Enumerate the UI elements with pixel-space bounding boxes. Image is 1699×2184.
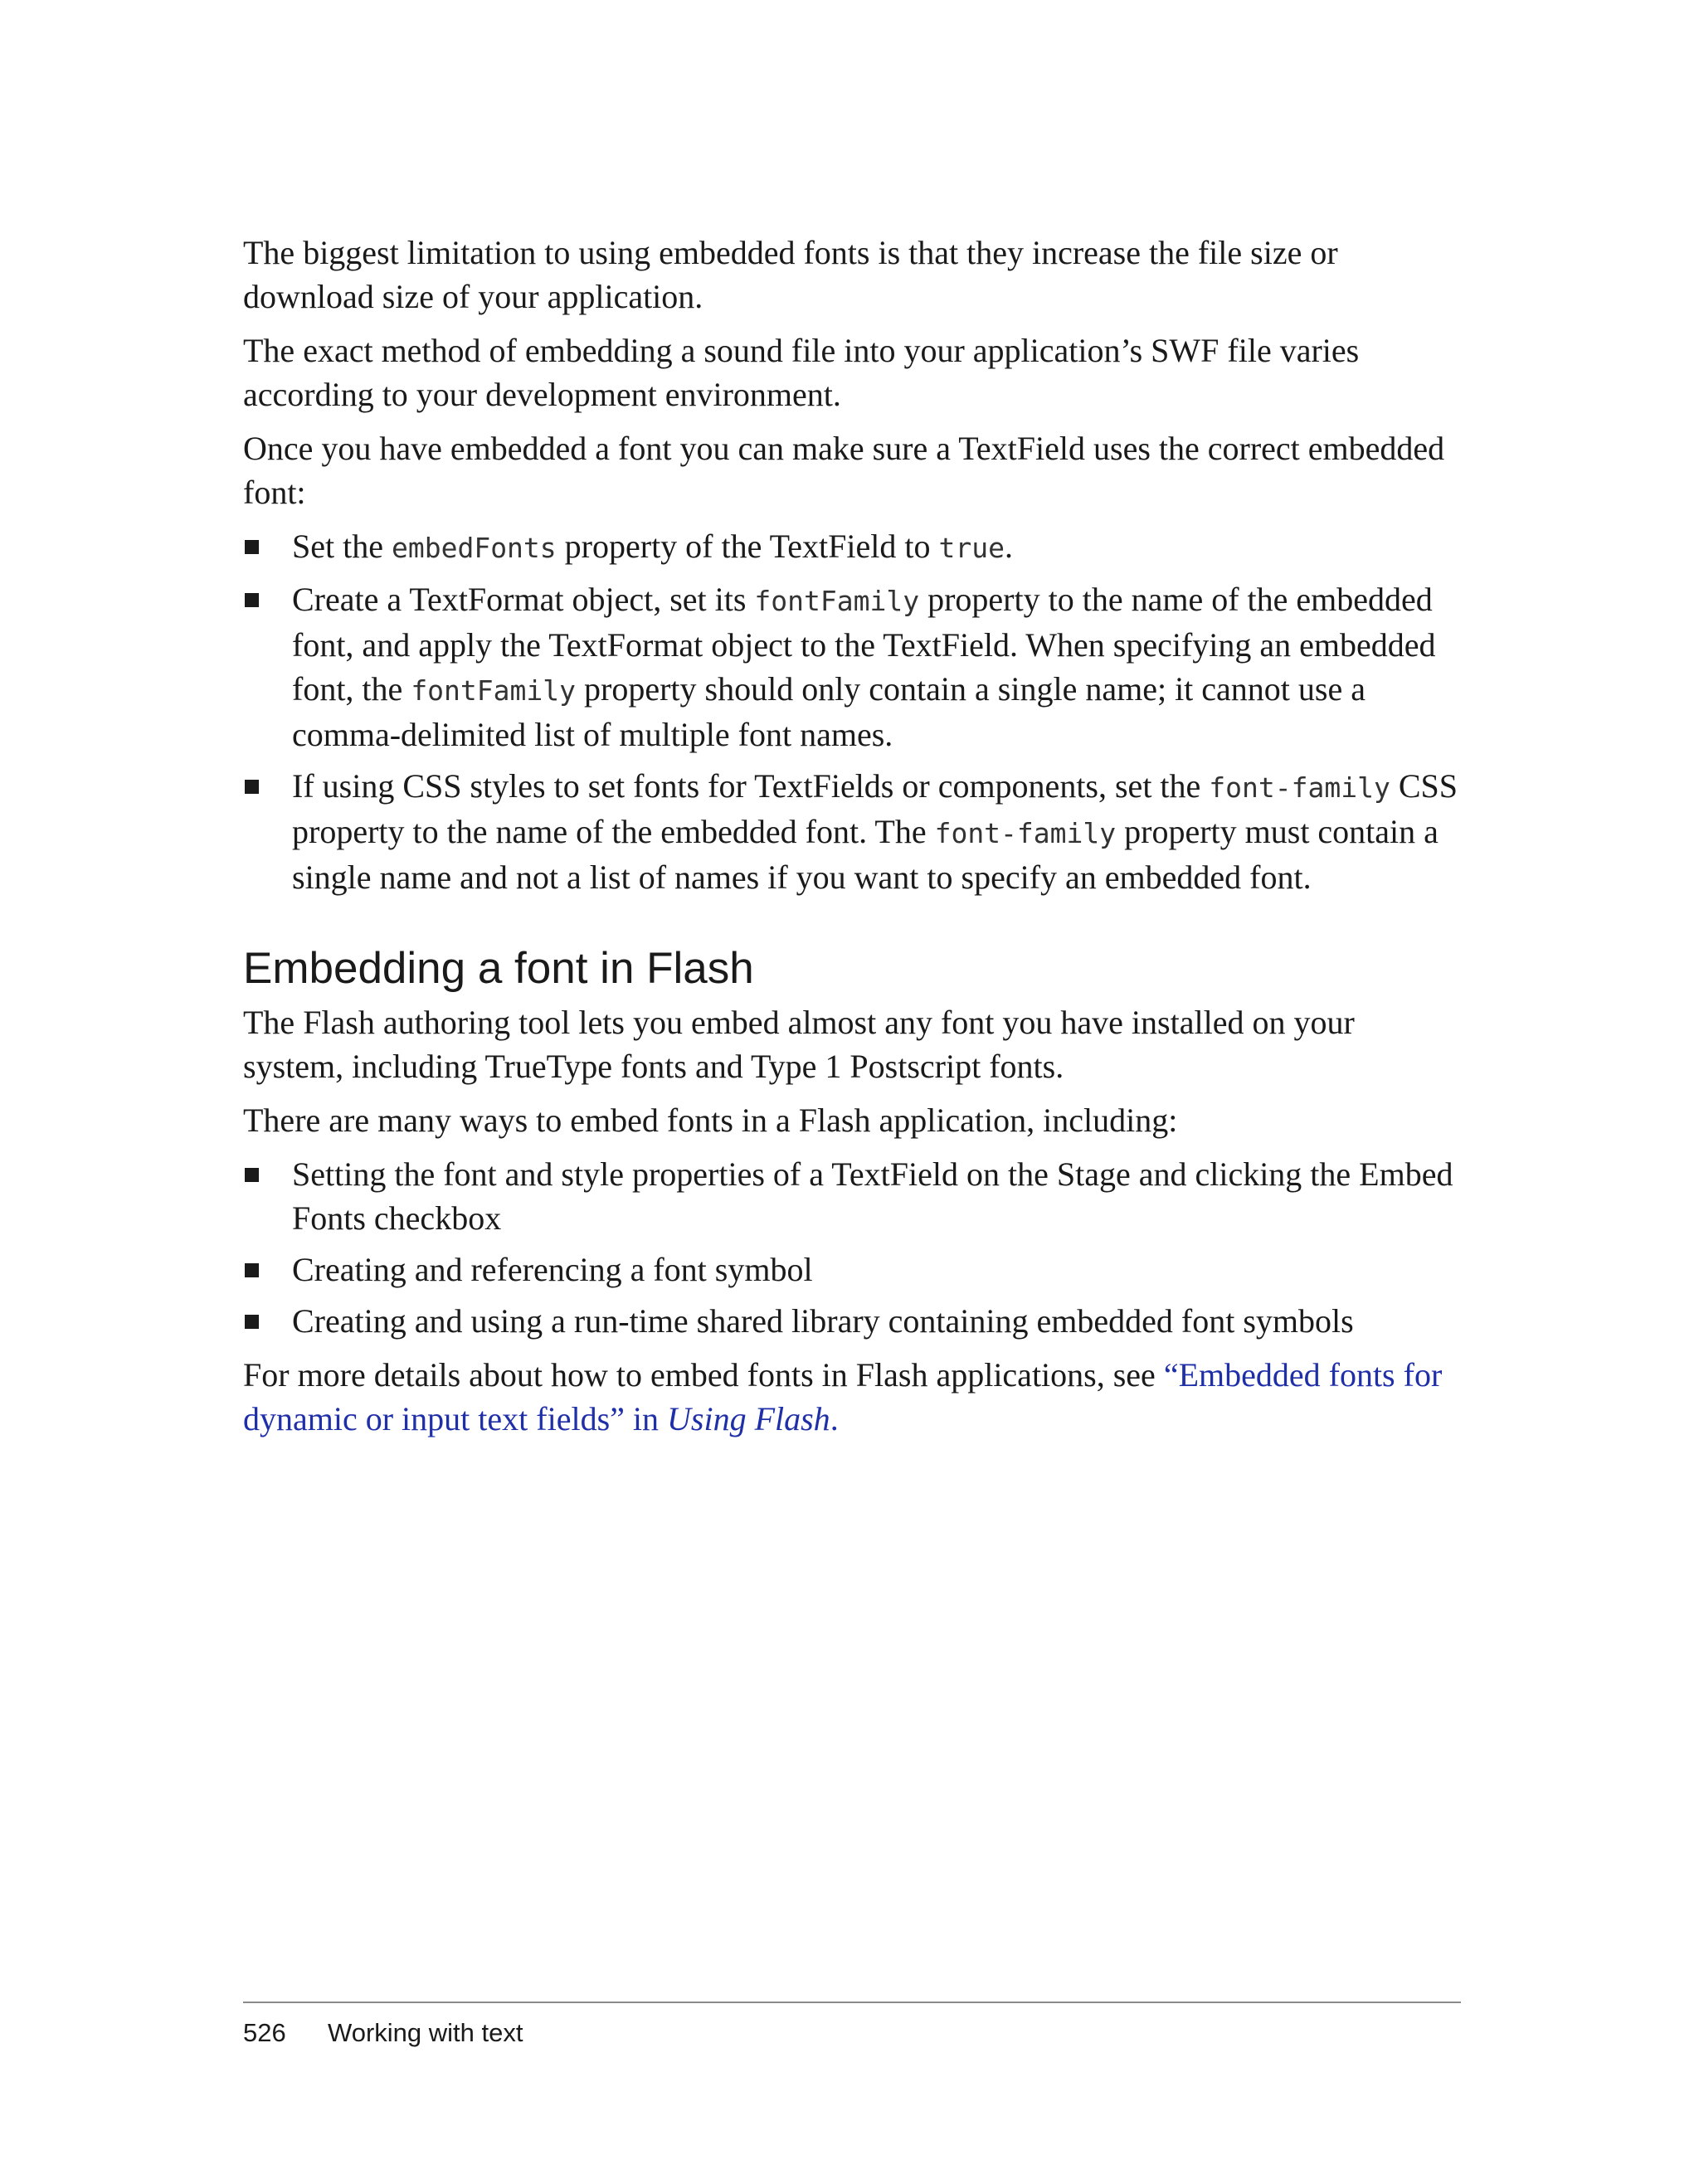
- bullet-text: Creating and referencing a font symbol: [292, 1251, 813, 1288]
- link-text: “Embedded fonts for dynamic or input text fields” in: [243, 1356, 1443, 1437]
- bullet-text: Setting the font and style properties of a TextField on the Stage and clicking the Embed Fonts checkbox: [292, 1155, 1453, 1237]
- list-item: [243, 524, 1463, 570]
- section-paragraph-1: The Flash authoring tool lets you embed almost any font you have installed on your system, including TrueType fonts and Type 1 Postscript fonts.: [243, 1004, 1355, 1085]
- square-bullet-icon: [245, 1168, 259, 1182]
- bullet-text: Creating and using a run-time shared library containing embedded font symbols: [292, 1302, 1354, 1340]
- flash-bullet-list: [243, 1152, 1463, 1343]
- square-bullet-icon: [245, 1263, 259, 1277]
- section-heading: Embedding a font in Flash: [243, 944, 754, 993]
- bullet-text: .: [1004, 528, 1013, 565]
- list-item: [243, 1299, 1463, 1343]
- bullet-text: Set the: [292, 528, 392, 565]
- bullet-text: If using CSS styles to set fonts for TextFields or components, set the: [292, 767, 1210, 805]
- textfield-bullet-list: [243, 524, 1463, 899]
- code-font-family: font-family: [934, 817, 1117, 849]
- square-bullet-icon: [245, 780, 259, 794]
- code-embedfonts: embedFonts: [391, 532, 557, 564]
- code-fontfamily: fontFamily: [411, 674, 576, 707]
- list-item: [243, 577, 1463, 756]
- code-font-family: font-family: [1209, 771, 1390, 804]
- bullet-text: property to the name of the embedded font, and apply the TextFormat object to the TextField. When specifying an embedded font, the: [292, 581, 1436, 708]
- list-item: [243, 1248, 1463, 1291]
- intro-paragraph-2: The exact method of embedding a sound file into your application’s SWF file varies according to your development environment.: [243, 332, 1360, 413]
- bullet-text: property should only contain a single name; it cannot use a comma-delimited list of multiple font names.: [292, 670, 1366, 753]
- page-number: 526: [243, 2018, 286, 2047]
- chapter-title: Working with text: [328, 2018, 523, 2047]
- bullet-text: property must contain a single name and not a list of names if you want to specify an embedded font.: [292, 813, 1439, 896]
- list-item: [243, 764, 1463, 899]
- square-bullet-icon: [245, 540, 259, 554]
- intro-paragraph-1: The biggest limitation to using embedded fonts is that they increase the file size or download size of your application.: [243, 234, 1338, 315]
- link-end: .: [830, 1400, 839, 1437]
- list-item: [243, 1152, 1463, 1240]
- intro-paragraph-3: Once you have embedded a font you can make sure a TextField uses the correct embedded font:: [243, 430, 1445, 511]
- closing-text: For more details about how to embed fonts in Flash applications, see: [243, 1356, 1164, 1394]
- section-paragraph-2: There are many ways to embed fonts in a Flash application, including:: [243, 1102, 1178, 1139]
- bullet-text: CSS property to the name of the embedded font. The: [292, 767, 1458, 850]
- code-fontfamily: fontFamily: [754, 585, 920, 617]
- square-bullet-icon: [245, 593, 259, 607]
- page-content: [243, 231, 1463, 1451]
- link-book-title: Using Flash: [667, 1400, 830, 1437]
- code-true: true: [938, 532, 1005, 564]
- page-footer: [243, 2002, 1461, 2050]
- square-bullet-icon: [245, 1315, 259, 1329]
- bullet-text: property of the TextField to: [556, 528, 939, 565]
- bullet-text: Create a TextFormat object, set its: [292, 581, 755, 618]
- closing-paragraph: [243, 1353, 1463, 1441]
